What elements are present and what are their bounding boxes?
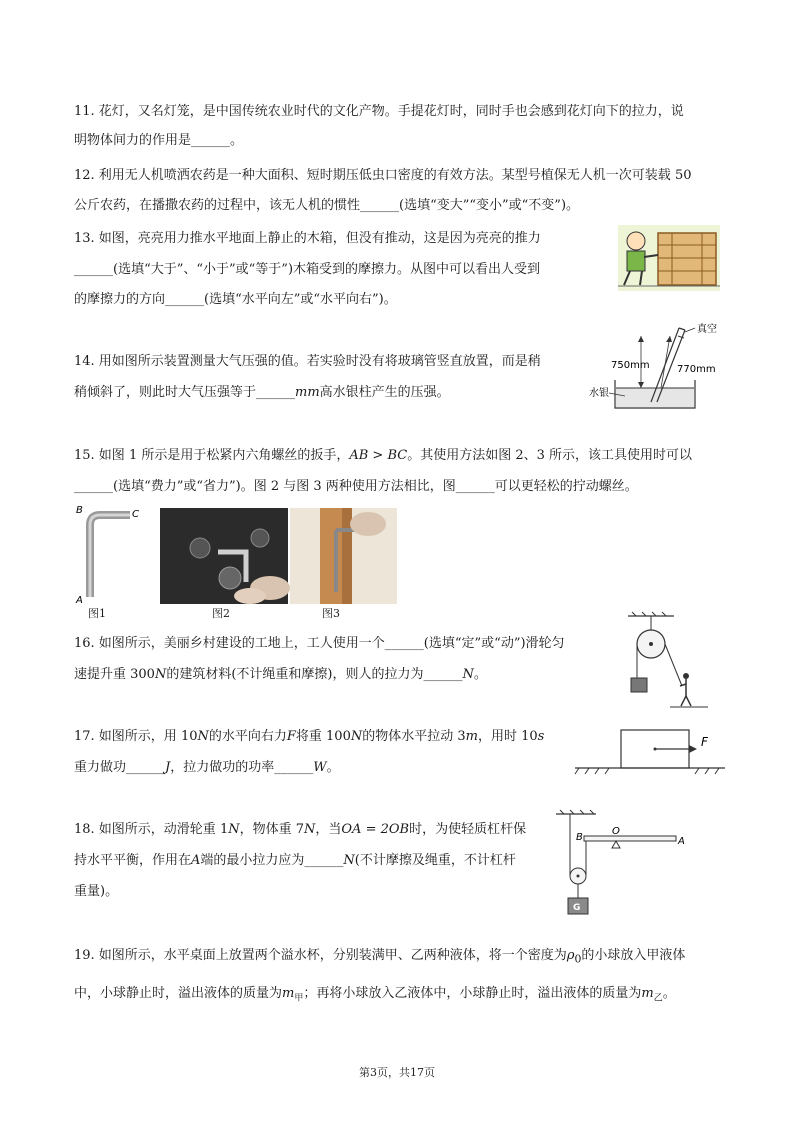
q14-figure-barometer (585, 322, 725, 414)
q17-fig-label-f: F (701, 735, 708, 749)
q15-fig3-caption: 图3 (322, 607, 340, 620)
q19-symbol-m-jia: m (282, 986, 295, 1001)
q15-fig1-label-c: C (132, 509, 139, 520)
q17-text-b: 的水平向右力 (208, 729, 287, 744)
q19-line2 (74, 986, 676, 1007)
q19-line2-text-a: 中，小球静止时，溢出液体的质量为 (74, 986, 283, 1001)
q18-line2 (74, 853, 516, 869)
q17-unit-s: s (537, 729, 545, 744)
q17-line2 (74, 760, 340, 776)
q16-unit-n1: N (154, 667, 167, 682)
q16-line2-text: 速提升重 300 (74, 667, 155, 682)
q17-text-c: 将重 100 (295, 729, 351, 744)
q14-label-770: 770mm (677, 364, 716, 375)
q17-line2-text-b: ，拉力做功的功率______ (170, 760, 314, 775)
q15-line1-text-end: 。其使用方法如图 2、3 所示，该工具使用时可以 (407, 448, 692, 463)
q12-line2: 公斤农药，在播撒农药的过程中，该无人机的惯性______(选填“变大”“变小”或“不变”)。 (74, 198, 580, 213)
q18-unit-n2: N (304, 822, 316, 837)
q13-figure-push-crate (618, 225, 720, 291)
q17-line2-text-c: 。 (326, 760, 340, 775)
q17-unit-n2: N (350, 729, 363, 744)
q18-fig-label-o: O (612, 826, 620, 837)
q16-line2 (74, 667, 487, 683)
q18-figure-lever-pulley (550, 810, 690, 920)
q13-line2: ______(选填“大于”、“小于”或“等于”)木箱受到的摩擦力。从图中可以看出人受到 (74, 262, 541, 277)
q11-line1: 11. 花灯，又名灯笼，是中国传统农业时代的文化产物。手提花灯时，同时手也会感到花灯向下的拉力，说 (74, 104, 684, 119)
q18-symbol-a: A (191, 853, 201, 868)
q17-text-d: 的物体水平拉动 3 (362, 729, 466, 744)
q18-unit-n1: N (228, 822, 240, 837)
q15-figure1-hex-key (74, 505, 146, 605)
q17-symbol-f: F (286, 729, 296, 744)
q14-line2-text-end: 高水银柱产生的压强。 (319, 385, 450, 400)
q19-symbol-m-yi: m (641, 986, 654, 1001)
q17-text-e: ，用时 10 (477, 729, 538, 744)
q14-unit-mm: mm (295, 385, 320, 400)
q15-fig1-label-a: A (76, 595, 83, 606)
q14-label-mercury: 水银 (589, 388, 609, 399)
q15-line2: ______(选填“费力”或“省力”)。图 2 与图 3 两种使用方法相比，图______可以更轻松的拧动螺丝。 (74, 479, 638, 494)
q13-line1: 13. 如图，亮亮用力推水平地面上静止的木箱，但没有推动，这是因为亮亮的推力 (74, 231, 541, 246)
q15-figure2-photo (160, 508, 288, 604)
q15-math-ab-bc: AB > BC (349, 448, 408, 463)
q12-line1: 12. 利用无人机喷洒农药是一种大面积、短时期压低虫口密度的有效方法。某型号植保无人机一次可装载 50 (74, 168, 692, 183)
q16-line2-text-mid: 的建筑材料(不计绳重和摩擦)，则人的拉力为______ (166, 667, 463, 682)
q14-label-vacuum: 真空 (697, 324, 717, 335)
q16-line1: 16. 如图所示，美丽乡村建设的工地上，工人使用一个______(选填“定”或“动”)滑轮匀 (74, 636, 565, 651)
q18-line2-text-a: 持水平平衡，作用在 (74, 853, 192, 868)
q19-symbol-rho-sub: 0 (574, 952, 582, 966)
q15-fig1-caption: 图1 (88, 607, 106, 620)
q15-figure3-photo (290, 508, 397, 604)
q17-line2-text-a: 重力做功______ (74, 760, 166, 775)
q19-symbol-m-jia-sub: 甲 (294, 993, 304, 1004)
q18-fig-label-a: A (678, 836, 685, 847)
q18-line1 (74, 822, 526, 838)
q14-line2-text: 稍倾斜了，则此时大气压强等于______ (74, 385, 296, 400)
q16-figure-pulley (618, 612, 710, 712)
page-footer: 第3页，共17页 (359, 1066, 435, 1079)
q19-line1 (74, 948, 685, 968)
q15-fig2-caption: 图2 (212, 607, 230, 620)
q15-line1 (74, 448, 692, 464)
q19-symbol-m-yi-sub: 乙 (653, 993, 663, 1004)
q17-unit-m: m (465, 729, 478, 744)
q19-text-b: 的小球放入甲液体 (581, 948, 686, 963)
q18-text-d: 时，为使轻质杠杆保 (409, 822, 527, 837)
q19-text-a: 19. 如图所示，水平桌面上放置两个溢水杯，分别装满甲、乙两种液体，将一个密度为 (74, 948, 567, 963)
q17-figure-block-force (575, 726, 725, 776)
q19-line2-text-c: 。 (662, 986, 676, 1001)
q18-fig-label-b: B (576, 832, 583, 843)
q14-label-750: 750mm (611, 360, 650, 371)
q18-text-b: ，物体重 7 (239, 822, 304, 837)
q18-text-a: 18. 如图所示，动滑轮重 1 (74, 822, 229, 837)
q17-line1 (74, 729, 544, 745)
q19-symbol-rho: ρ (566, 948, 575, 963)
q17-unit-w: W (313, 760, 327, 775)
q17-unit-n1: N (197, 729, 209, 744)
q17-text-a: 17. 如图所示，用 10 (74, 729, 198, 744)
q16-unit-n2: N (462, 667, 474, 682)
q15-line1-text: 15. 如图 1 所示是用于松紧内六角螺丝的扳手， (74, 448, 350, 463)
q17-unit-j: J (165, 760, 171, 775)
q16-line2-text-end: 。 (473, 667, 487, 682)
q18-math-oa-2ob: OA = 2OB (341, 822, 410, 837)
q13-line3: 的摩擦力的方向______(选填“水平向左”或“水平向右”)。 (74, 292, 397, 307)
q14-line1: 14. 用如图所示装置测量大气压强的值。若实验时没有将玻璃管竖直放置，而是稍 (74, 354, 541, 369)
q18-fig-label-g: G (573, 903, 581, 913)
q19-line2-text-b: ；再将小球放入乙液体中，小球静止时，溢出液体的质量为 (303, 986, 642, 1001)
q14-line2 (74, 385, 450, 401)
q11-line2: 明物体间力的作用是______。 (74, 133, 244, 148)
q18-line2-text-b: 端的最小拉力应为______ (200, 853, 344, 868)
q18-line2-text-c: (不计摩擦及绳重，不计杠杆 (354, 853, 516, 868)
q15-fig1-label-b: B (76, 505, 83, 516)
q18-unit-n3: N (343, 853, 355, 868)
q18-line3: 重量)。 (74, 884, 119, 899)
q18-text-c: ，当 (315, 822, 342, 837)
